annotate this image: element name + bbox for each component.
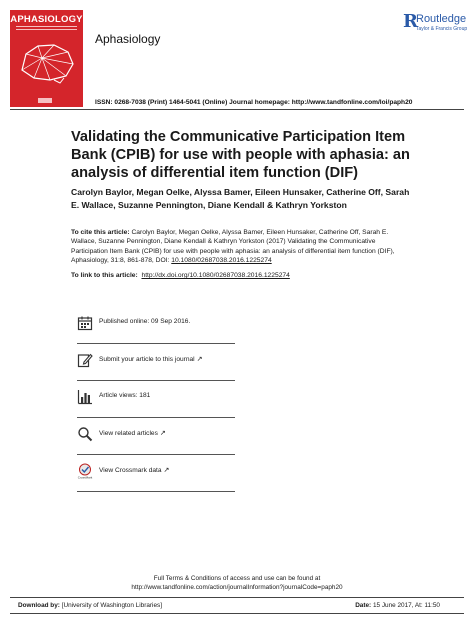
submit-article-item[interactable] xyxy=(77,344,235,381)
external-link-icon: ↗ xyxy=(159,430,166,437)
citation-label: To cite this article: xyxy=(71,229,130,236)
cover-title: APHASIOLOGY xyxy=(10,14,83,25)
terms-url[interactable]: http://www.tandfonline.com/action/journalInformation?journalCode=paph20 xyxy=(131,584,343,591)
crossmark-item[interactable] xyxy=(77,455,235,492)
article-link-label: To link to this article: xyxy=(71,272,138,279)
article-authors: Carolyn Baylor, Megan Oelke, Alyssa Bamer, Eileen Hunsaker, Catherine Off, Sarah E. Wallace, Suzanne Pennington, Diane Kendall & Kathryn Yorkston xyxy=(71,187,410,210)
pencil-icon xyxy=(77,352,93,368)
published-online-text: Published online: 09 Sep 2016. xyxy=(99,318,191,325)
publisher-subtitle: Taylor & Francis Group xyxy=(416,26,468,32)
article-link-block xyxy=(71,272,411,279)
related-articles-icon xyxy=(77,426,93,442)
header-divider xyxy=(10,109,464,110)
download-date: Date: 15 June 2017, At: 11:50 xyxy=(355,602,440,609)
published-online-item xyxy=(77,307,235,344)
terms-line-1: Full Terms & Conditions of access and use can be found at xyxy=(153,575,321,582)
article-views-text: Article views: 181 xyxy=(99,392,151,399)
crossmark-caption: CrossMark xyxy=(77,475,93,479)
terms-notice xyxy=(90,574,384,592)
related-articles-text[interactable]: View related articles ↗ xyxy=(99,430,166,437)
routledge-icon: R xyxy=(403,11,418,32)
cover-publisher-logo xyxy=(38,98,52,103)
article-title: Validating the Communicative Participation Item Bank (CPIB) for use with people with aphasia: an analysis of differential item function (DIF) xyxy=(71,129,410,181)
issn-line[interactable]: ISSN: 0268-7038 (Print) 1464-5041 (Online) Journal homepage: http://www.tandfonline.com/loi/paph20 xyxy=(95,99,413,106)
download-footer xyxy=(10,597,464,614)
external-link-icon: ↗ xyxy=(163,467,170,474)
download-by: Download by: [University of Washington Libraries] xyxy=(18,602,162,609)
article-info-list xyxy=(77,307,235,492)
bar-chart-icon xyxy=(77,389,93,405)
citation-doi-link[interactable]: 10.1080/02687038.2016.1225274 xyxy=(171,256,272,264)
crossmark-text[interactable]: View Crossmark data ↗ xyxy=(99,467,170,474)
related-articles-item[interactable] xyxy=(77,418,235,455)
calendar-icon xyxy=(77,315,93,331)
citation-block xyxy=(71,228,411,265)
journal-name: Aphasiology xyxy=(95,32,161,46)
external-link-icon: ↗ xyxy=(196,356,203,363)
article-views-item xyxy=(77,381,235,418)
citation-text: Carolyn Baylor, Megan Oelke, Alyssa Bamer, Eileen Hunsaker, Catherine Off, Sarah E. Wallace, Suzanne Pennington, Diane Kendall & Kathryn Yorkston (2017) Validating the Communicative Participation Item Bank (CPIB) for use with people with aphasia: an analysis of differential item function (DIF), Aphasiology, 31:8, 861-878, DOI: xyxy=(71,229,395,264)
publisher-name: Routledge xyxy=(416,13,467,25)
cover-rule xyxy=(16,26,77,30)
cover-brain-illustration xyxy=(16,40,77,84)
crossmark-icon xyxy=(77,463,93,479)
article-link-url[interactable]: http://dx.doi.org/10.1080/02687038.2016.1225274 xyxy=(141,272,290,279)
journal-cover xyxy=(10,10,83,107)
publisher-logo xyxy=(403,12,467,36)
submit-article-text[interactable]: Submit your article to this journal ↗ xyxy=(99,356,203,363)
